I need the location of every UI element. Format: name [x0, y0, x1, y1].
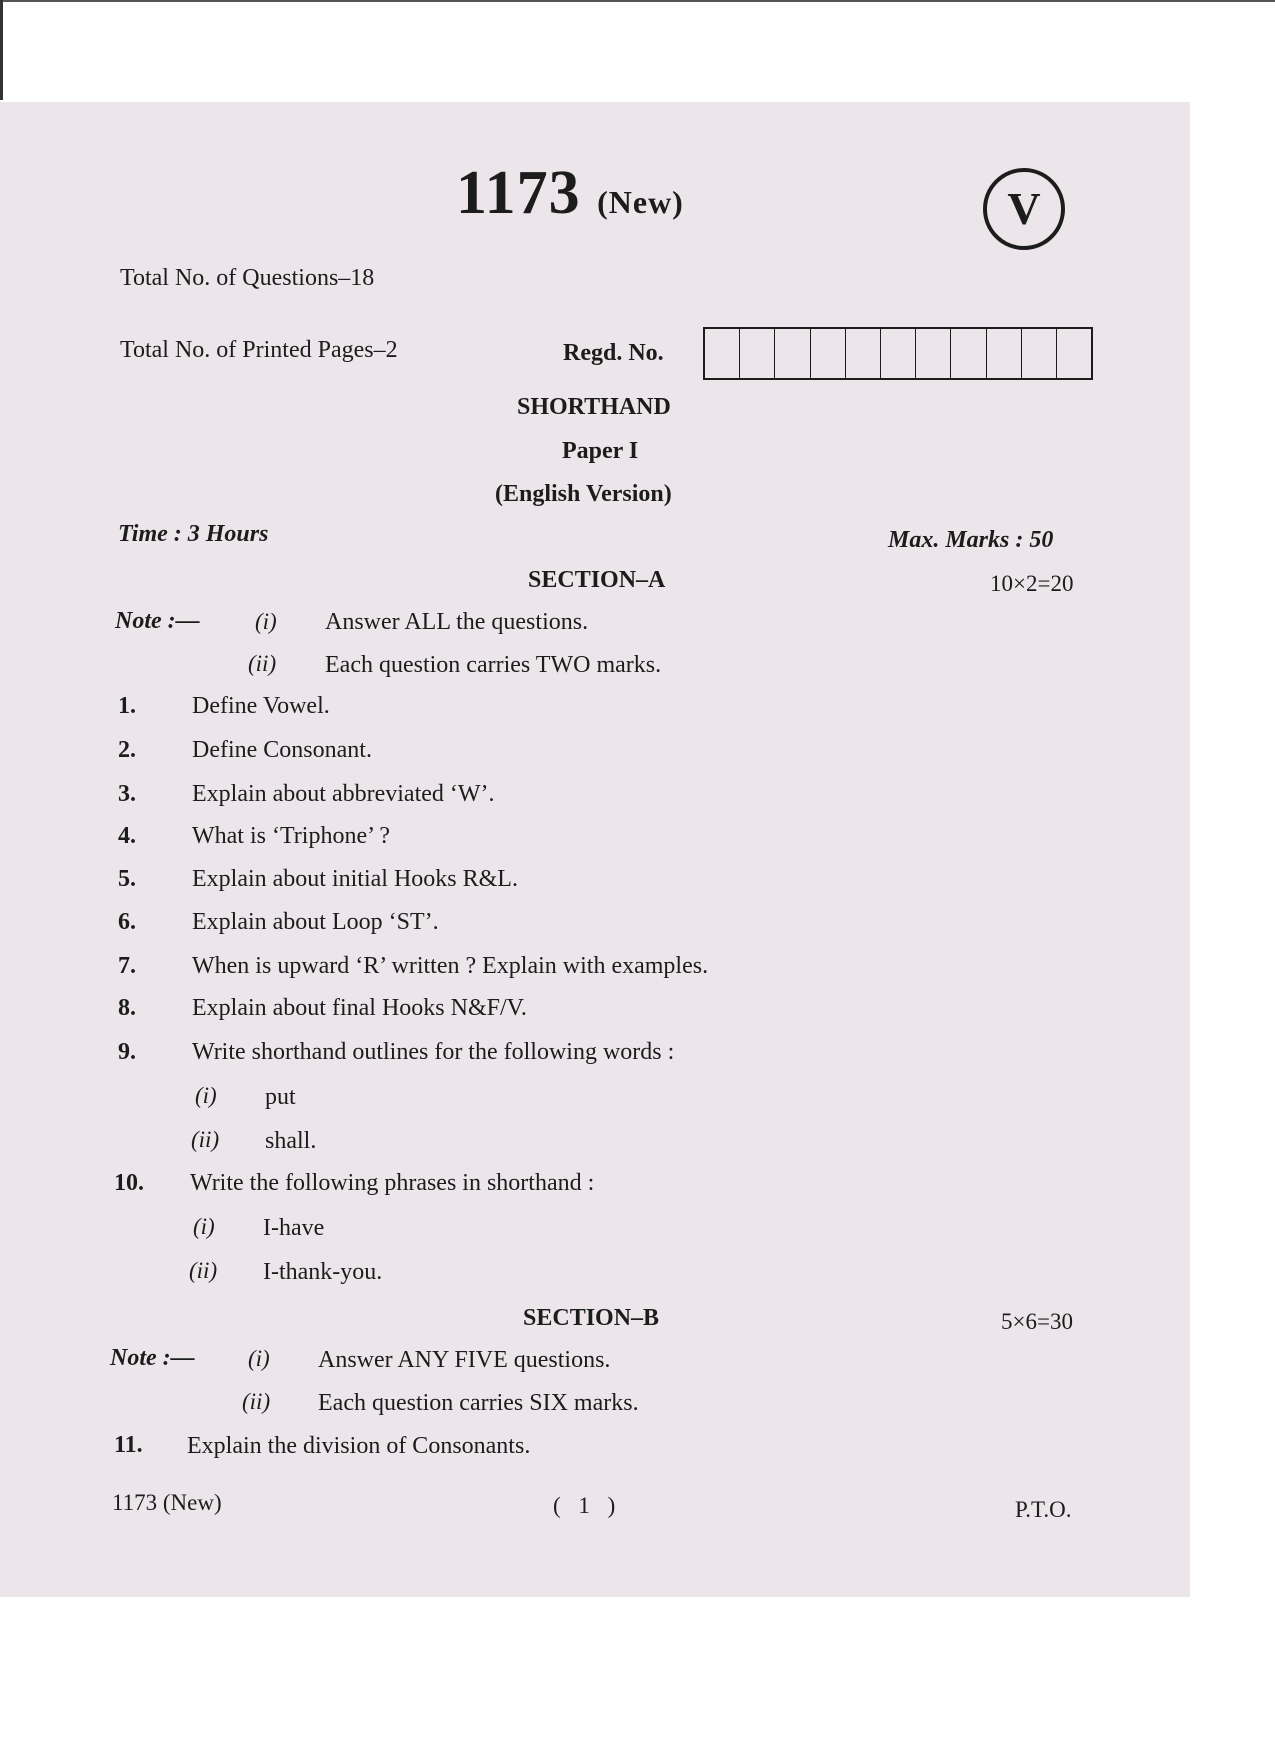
sub-part-text: I-thank-you.	[263, 1259, 383, 1285]
footer-page-number: ( 1 )	[553, 1493, 622, 1518]
regd-digit-cell[interactable]	[846, 329, 881, 378]
total-questions: Total No. of Questions–18	[120, 265, 375, 291]
note-text: Each question carries TWO marks.	[325, 652, 662, 678]
regd-digit-cell[interactable]	[740, 329, 775, 378]
version-label: (English Version)	[495, 481, 672, 507]
section-b-title: SECTION–B	[523, 1305, 660, 1331]
question-number: 2.	[118, 737, 136, 763]
question-number: 7.	[118, 953, 136, 979]
regd-digit-cell[interactable]	[775, 329, 810, 378]
regd-digit-cell[interactable]	[951, 329, 986, 378]
question-text: What is ‘Triphone’ ?	[192, 823, 390, 849]
section-a-marks: 10×2=20	[990, 571, 1074, 596]
footer-pto: P.T.O.	[1015, 1497, 1072, 1522]
question-number: 11.	[114, 1432, 143, 1458]
sub-part-text: shall.	[265, 1128, 317, 1154]
sub-part-text: put	[265, 1084, 296, 1110]
question-text: When is upward ‘R’ written ? Explain with examples.	[192, 953, 709, 979]
note-text: Answer ALL the questions.	[325, 609, 589, 635]
sub-part-text: I-have	[263, 1215, 325, 1241]
regd-digit-cell[interactable]	[916, 329, 951, 378]
section-b-marks: 5×6=30	[1001, 1309, 1073, 1334]
question-text: Write the following phrases in shorthand :	[190, 1170, 595, 1196]
paper-code-number: 1173	[456, 159, 581, 227]
note-num: (ii)	[242, 1389, 271, 1414]
question-text: Explain about final Hooks N&F/V.	[192, 995, 527, 1021]
section-a-note-label: Note :—	[115, 608, 200, 634]
question-text: Write shorthand outlines for the following words :	[192, 1039, 675, 1065]
regd-digit-cell[interactable]	[1022, 329, 1057, 378]
sub-part-number: (ii)	[189, 1258, 218, 1283]
sub-part-number: (ii)	[191, 1127, 220, 1152]
set-letter-badge: V	[983, 168, 1065, 250]
regd-digit-cell[interactable]	[987, 329, 1022, 378]
sub-part-number: (i)	[193, 1214, 215, 1239]
question-text: Explain the division of Consonants.	[187, 1433, 531, 1459]
scan-top-edge	[0, 0, 1275, 2]
regd-digit-cell[interactable]	[1057, 329, 1091, 378]
scan-left-edge	[0, 0, 3, 100]
subject-title: SHORTHAND	[517, 394, 671, 420]
question-number: 3.	[118, 781, 136, 807]
question-number: 4.	[118, 823, 136, 849]
section-a-title: SECTION–A	[528, 567, 666, 593]
paper-code-version: (New)	[597, 184, 684, 220]
footer-paper-code: 1173 (New)	[112, 1490, 222, 1515]
paper-code	[456, 158, 684, 229]
regd-digit-cell[interactable]	[811, 329, 846, 378]
question-text: Explain about initial Hooks R&L.	[192, 866, 518, 892]
time-allowed: Time : 3 Hours	[118, 521, 269, 547]
regd-digit-cell[interactable]	[705, 329, 740, 378]
question-text: Define Consonant.	[192, 737, 372, 763]
max-marks: Max. Marks : 50	[888, 527, 1054, 553]
regd-number-boxes[interactable]	[703, 327, 1093, 380]
question-number: 8.	[118, 995, 136, 1021]
question-text: Explain about Loop ‘ST’.	[192, 909, 439, 935]
question-number: 9.	[118, 1039, 136, 1065]
regd-label: Regd. No.	[563, 340, 664, 366]
question-text: Explain about abbreviated ‘W’.	[192, 781, 495, 807]
paper-number: Paper I	[562, 438, 639, 464]
note-text: Answer ANY FIVE questions.	[318, 1347, 611, 1373]
note-num: (i)	[248, 1346, 270, 1371]
regd-digit-cell[interactable]	[881, 329, 916, 378]
section-b-note-label: Note :—	[110, 1345, 195, 1371]
total-pages: Total No. of Printed Pages–2	[120, 337, 398, 363]
question-number: 10.	[114, 1170, 144, 1196]
question-number: 5.	[118, 866, 136, 892]
question-number: 6.	[118, 909, 136, 935]
sub-part-number: (i)	[195, 1083, 217, 1108]
note-text: Each question carries SIX marks.	[318, 1390, 639, 1416]
note-num: (ii)	[248, 651, 277, 676]
question-number: 1.	[118, 693, 136, 719]
question-text: Define Vowel.	[192, 693, 330, 719]
note-num: (i)	[255, 609, 277, 634]
